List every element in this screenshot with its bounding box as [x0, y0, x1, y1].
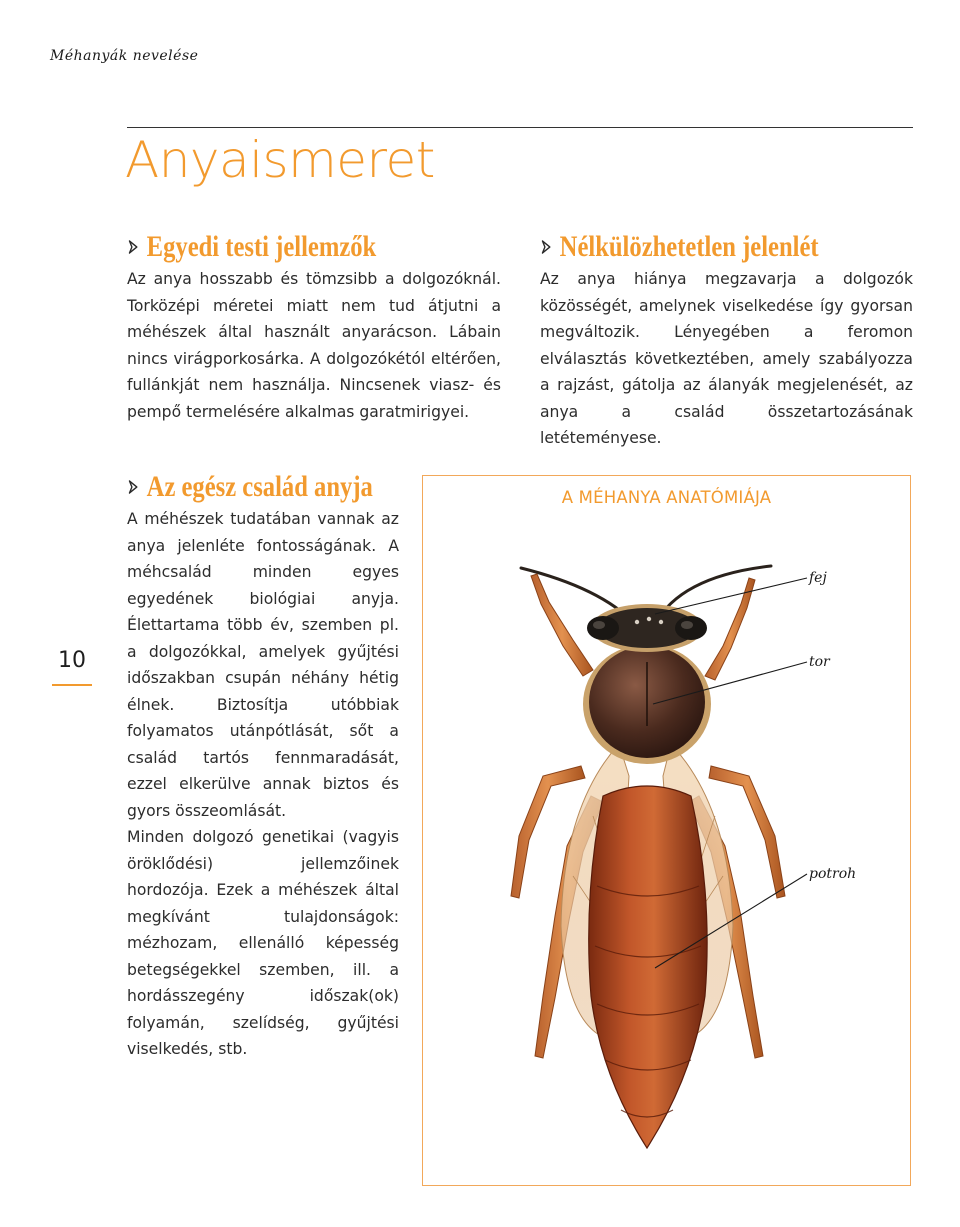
section-heading — [127, 470, 373, 504]
arrow-right-icon — [540, 238, 555, 256]
thorax — [583, 644, 711, 764]
label-head: fej — [809, 570, 827, 586]
running-head: Méhanyák nevelése — [50, 48, 199, 64]
paragraph: Az anya hosszabb és tömzsibb a dolgozóknál. Torközépi méretei miatt nem tud átjutni a méhészek által használt anyarácson. Lábain nincs virágporkosárka. A dolgozókétól eltérően, fullánkját nem használja. Nincsenek viasz- és pempő termelésére alkalmas garatmirigyei. — [127, 270, 501, 421]
figure-title: A MÉHANYA ANATÓMIÁJA — [561, 488, 772, 507]
page-number-rule — [52, 684, 92, 686]
head — [587, 604, 707, 652]
label-abdomen: potroh — [809, 866, 857, 882]
section-heading-text: Egyedi testi jellemzők — [146, 230, 377, 263]
page-number: 10 — [58, 648, 86, 673]
section-heading — [540, 230, 846, 264]
arrow-right-icon — [127, 238, 142, 256]
anatomy-figure — [422, 475, 911, 1186]
section-text — [127, 266, 501, 425]
section-heading-text: Nélkülözhetetlen jelenlét — [559, 230, 819, 263]
arrow-right-icon — [127, 478, 142, 496]
paragraph: Minden dolgozó genetikai (vagyis öröklődési) jellemzőinek hordozója. Ezek a méhészek által megkívánt tulajdonságok: mézhozam, ellenálló képesség betegségekkel szemben, ill. a hordásszegény időszak(ok) folyamán, szelídség, gyűjtési viselkedés, stb. — [127, 828, 399, 1058]
section-text — [540, 266, 913, 452]
section-body-features — [127, 230, 501, 425]
section-heading — [127, 230, 434, 264]
label-thorax: tor — [809, 654, 830, 670]
section-heading-text: Az egész család anyja — [146, 470, 373, 503]
abdomen — [589, 786, 707, 1148]
section-indispensable-presence — [540, 230, 913, 452]
paragraph: Az anya hiánya megzavarja a dolgozók közösségét, amelynek viselkedése így gyorsan megváltozik. Lényegében a feromon elválasztás következtében, amely szabályozza a rajzást, gátolja az álanyák megjelenését, az anya a család összetartozásának letéteményese. — [540, 270, 913, 447]
paragraph: A méhészek tudatában vannak az anya jelenléte fontosságának. A méhcsalád minden egyes egyedének biológiai anyja. Élettartama több év, szemben pl. a dolgozókkal, amelyek gyűjtési időszakban csupán néhány hétig élnek. Biztosítja utóbbiak folyamatos utánpótlását, sőt a család tartós fennmaradását, ezzel elkerülve annak biztos és gyors összeomlását. — [127, 510, 399, 820]
page-title: Anyaismeret — [125, 131, 435, 189]
queen-bee-illustration — [423, 476, 912, 1187]
section-text — [127, 506, 399, 1063]
section-mother-of-colony — [127, 470, 399, 1063]
